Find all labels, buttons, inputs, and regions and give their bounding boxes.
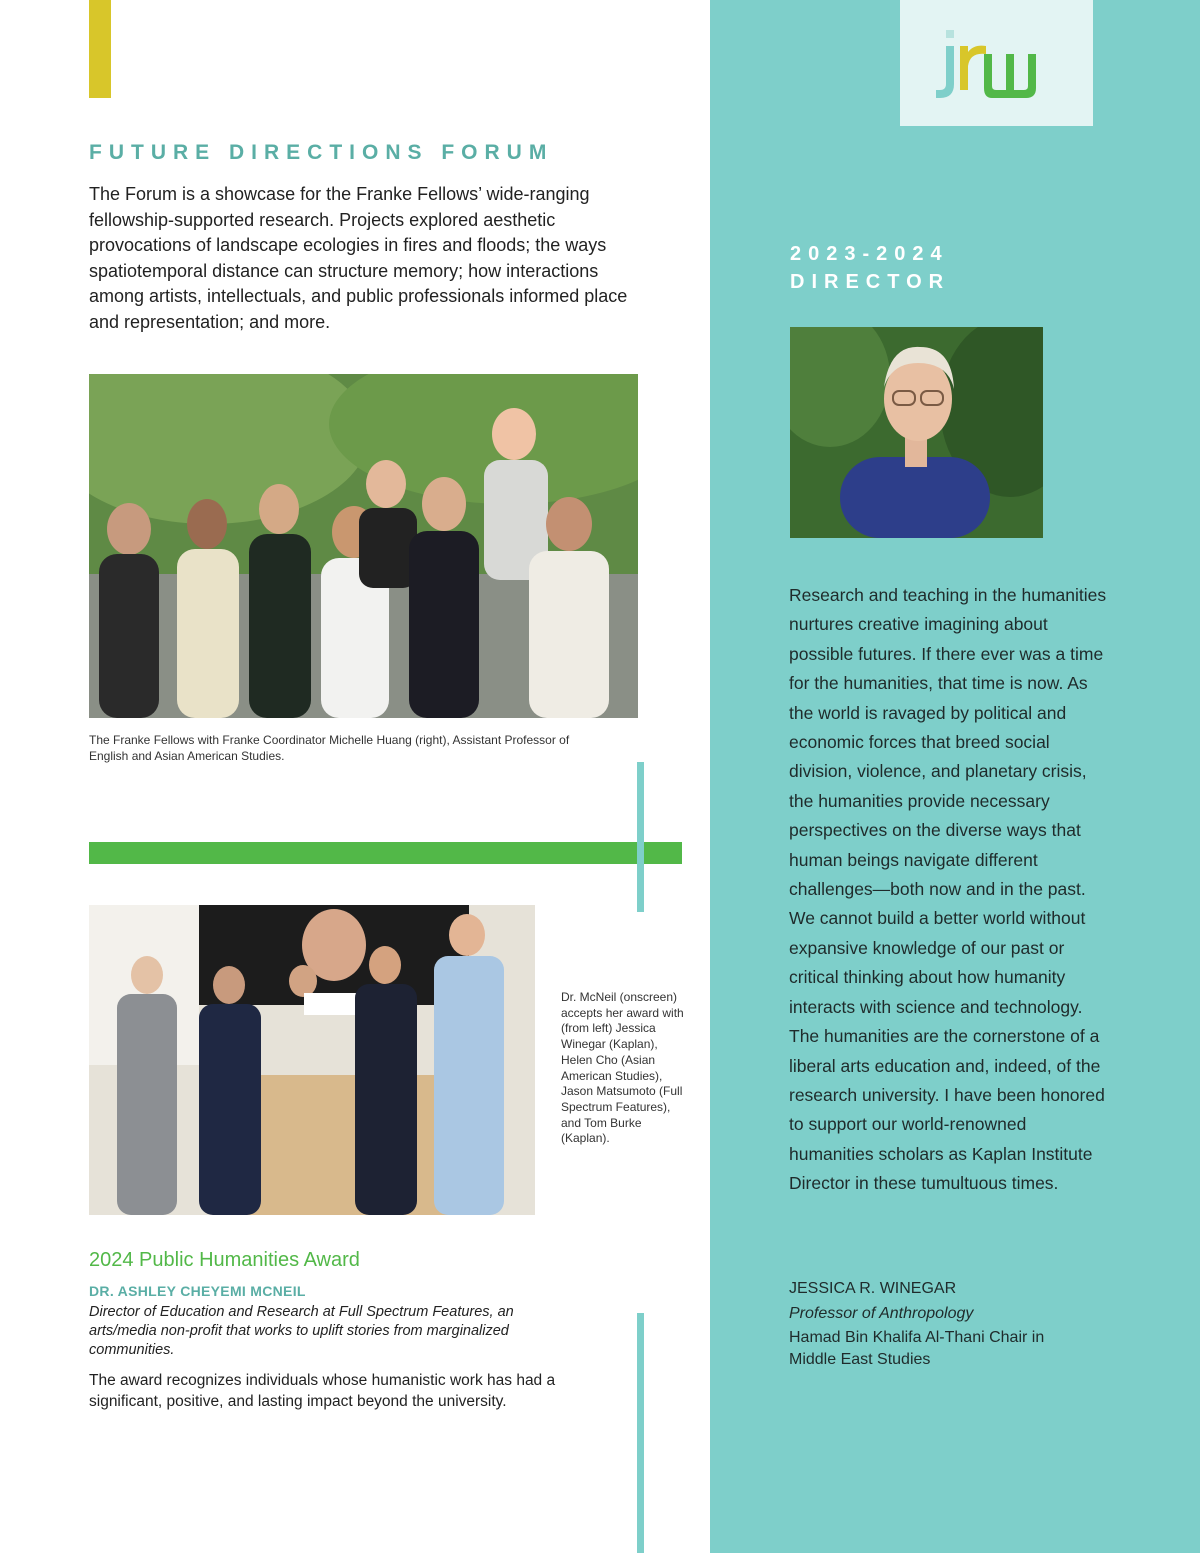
director-heading <box>790 240 950 296</box>
forum-intro-text: The Forum is a showcase for the Franke Fellows’ wide-ranging fellowship-supported research. Projects explored aesthetic provocations of landscape ecologies in fires and floods; the ways spatiotemporal distance can structure memory; how interactions among artists, intellectuals, and public professionals informed place and representation; and more. <box>89 184 628 332</box>
logo-box <box>900 0 1093 126</box>
director-role: Professor of Anthropology <box>789 1305 974 1322</box>
director-heading-years: 2023-2024 <box>790 243 949 265</box>
award-title: 2024 Public Humanities Award <box>89 1249 360 1271</box>
awardee-name: DR. ASHLEY CHEYEMI MCNEIL <box>89 1283 306 1299</box>
award-ceremony-photo <box>89 905 535 1215</box>
teal-vertical-rule <box>637 762 644 912</box>
director-statement: Research and teaching in the humanities nurtures creative imagining about possible futures. If there ever was a time for the humanities, that time is now. As the world is ravaged by political and economic forces that breed social division, violence, and planetary crisis, the humanities provide necessary perspectives on the diverse ways that human beings navigate different challenges—both now and in the past. We cannot build a better world without expansive knowledge of our past or critical thinking about how humanity interacts with science and technology. The humanities are the cornerstone of a liberal arts education and, indeed, of the research university. I have been honored to support our world-renowned humanities scholars as Kaplan Institute Director in these tumultuous times. <box>789 585 1107 1194</box>
director-chair: Hamad Bin Khalifa Al-Thani Chair in Middle East Studies <box>789 1329 1045 1368</box>
teal-vertical-rule <box>637 1313 644 1553</box>
yellow-accent-bar <box>89 0 111 98</box>
award-description: The award recognizes individuals whose humanistic work has had a significant, positive, and lasting impact beyond the university. <box>89 1372 556 1410</box>
franke-fellows-photo <box>89 374 638 718</box>
green-divider-bar <box>89 842 682 864</box>
director-name: JESSICA R. WINEGAR <box>789 1280 957 1297</box>
director-heading-label: DIRECTOR <box>790 271 951 293</box>
section-title: FUTURE DIRECTIONS FORUM <box>89 141 554 164</box>
director-portrait-photo <box>790 327 1043 538</box>
photo-caption: The Franke Fellows with Franke Coordinator Michelle Huang (right), Assistant Professor of English and Asian American Studies. <box>89 733 570 763</box>
award-photo-caption: Dr. McNeil (onscreen) accepts her award with (from left) Jessica Winegar (Kaplan), Helen Cho (Asian American Studies), Jason Matsumoto (Full Spectrum Features), and Tom Burke (Kaplan). <box>561 990 684 1146</box>
jrw-logo-icon <box>934 26 1059 102</box>
awardee-role: Director of Education and Research at Full Spectrum Features, an arts/media non-profit that works to uplift stories from marginalized communities. <box>89 1304 514 1358</box>
